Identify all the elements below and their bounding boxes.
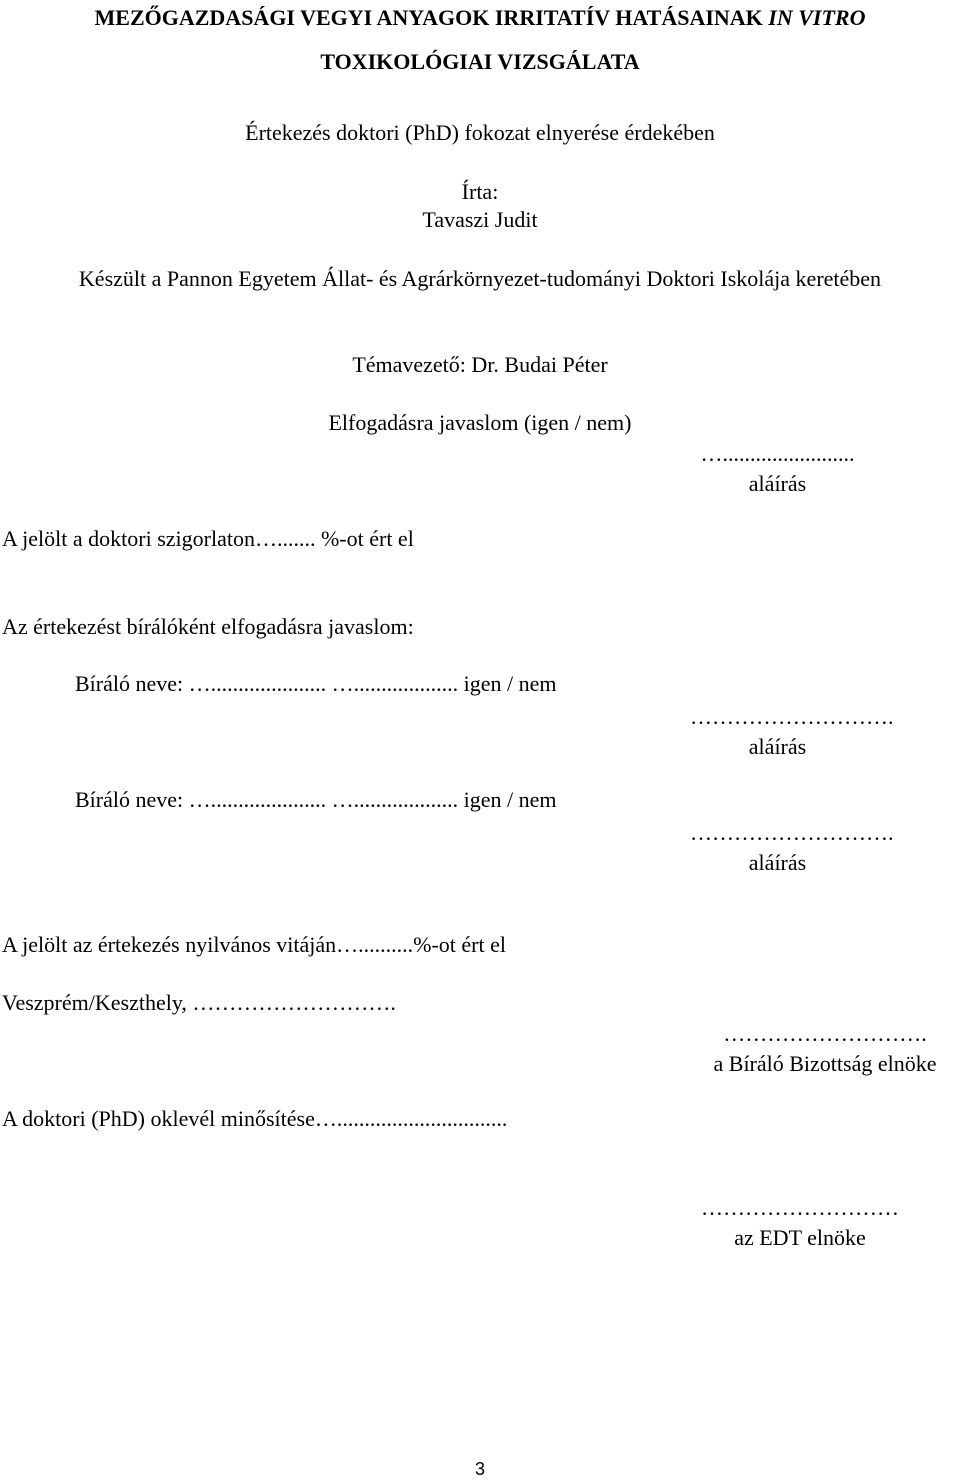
signature-label: az EDT elnöke [734, 1225, 866, 1250]
signature-label: aláírás [748, 734, 807, 759]
exam-line: A jelölt a doktori szigorlaton…....... %-ot ért el [2, 526, 414, 551]
reviewers-intro: Az értekezést bírálóként elfogadásra javaslom: [2, 614, 414, 639]
reviewer-1-signature [690, 704, 894, 759]
signature-dots: ………………………. [690, 820, 894, 845]
reviewer-1-line: Bíráló neve: …..................... …................... igen / nem [75, 671, 557, 696]
title-line-1 [0, 7, 960, 29]
subtitle: Értekezés doktori (PhD) fokozat elnyerése érdekében [245, 120, 715, 145]
title-italic: IN VITRO [768, 5, 866, 30]
signature-dots: …........................ [700, 441, 855, 466]
signature-dots: ……………………… [701, 1195, 899, 1220]
signature-dots: ………………………. [723, 1021, 927, 1046]
signature-label: aláírás [748, 471, 807, 496]
author-name: Tavaszi Judit [422, 207, 538, 232]
school-line: Készült a Pannon Egyetem Állat- és Agrárkörnyezet-tudományi Doktori Iskolája keretében [78, 266, 882, 291]
supervisor-recommendation: Elfogadásra javaslom (igen / nem) [328, 410, 632, 435]
signature-label: a Bíráló Bizottság elnöke [713, 1051, 937, 1076]
author-label: Írta: [461, 179, 499, 204]
place-line: Veszprém/Keszthely, ………………………. [2, 990, 396, 1015]
defense-line: A jelölt az értekezés nyilvános vitáján…..........%-ot ért el [2, 932, 507, 957]
reviewer-2-line: Bíráló neve: …..................... …................... igen / nem [75, 787, 557, 812]
title-line-2: TOXIKOLÓGIAI VIZSGÁLATA [320, 49, 640, 74]
committee-chair-signature [690, 1023, 960, 1075]
reviewer-2-signature [690, 820, 894, 875]
supervisor-signature [690, 443, 865, 495]
edt-chair-signature [660, 1197, 940, 1249]
supervisor-line: Témavezető: Dr. Budai Péter [352, 352, 608, 377]
qualification-line: A doktori (PhD) oklevél minősítése…............................... [2, 1106, 508, 1131]
signature-dots: ………………………. [690, 704, 894, 729]
page-number: 3 [474, 1459, 485, 1479]
signature-label: aláírás [748, 850, 807, 875]
title-main: MEZŐGAZDASÁGI VEGYI ANYAGOK IRRITATÍV HATÁSAINAK [94, 5, 769, 30]
